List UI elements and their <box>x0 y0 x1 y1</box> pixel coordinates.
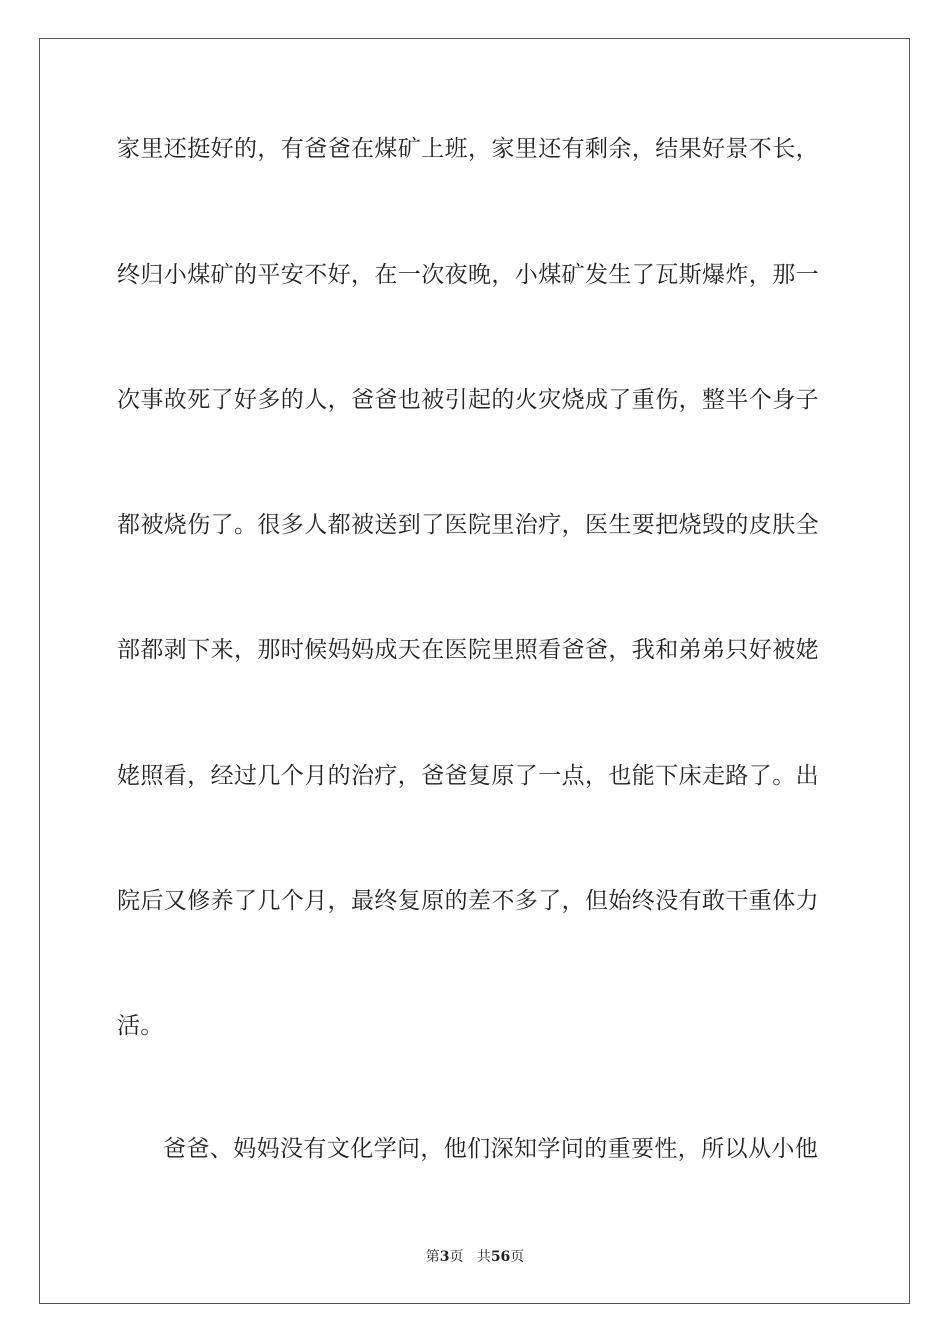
body-text-line: 家里还挺好的，有爸爸在煤矿上班，家里还有剩余，结果好景不长， <box>117 136 819 162</box>
paragraph-first-line: 爸爸、妈妈没有文化学问，他们深知学问的重要性，所以从小他 <box>163 1136 819 1162</box>
total-prefix: 共 <box>476 1249 491 1265</box>
page-frame <box>39 38 910 1304</box>
page-number: 3 <box>439 1249 450 1265</box>
body-text-line: 都被烧伤了。很多人都被送到了医院里治疗，医生要把烧毁的皮肤全 <box>117 512 819 538</box>
body-text-line: 姥照看，经过几个月的治疗，爸爸复原了一点，也能下床走路了。出 <box>117 763 819 789</box>
page-suffix: 页 <box>449 1249 464 1265</box>
body-text-line: 终归小煤矿的平安不好，在一次夜晚，小煤矿发生了瓦斯爆炸，那一 <box>117 262 819 288</box>
total-suffix: 页 <box>510 1249 525 1265</box>
body-text-line: 部都剥下来，那时候妈妈成天在医院里照看爸爸，我和弟弟只好被姥 <box>117 637 819 663</box>
body-text-line: 活。 <box>117 1013 164 1039</box>
body-text-line: 次事故死了好多的人，爸爸也被引起的火灾烧成了重伤，整半个身子 <box>117 387 819 413</box>
page-footer <box>0 1248 950 1266</box>
page-prefix: 第 <box>425 1249 440 1265</box>
body-text-line: 院后又修养了几个月，最终复原的差不多了，但始终没有敢干重体力 <box>117 888 819 914</box>
total-pages: 56 <box>490 1249 511 1265</box>
